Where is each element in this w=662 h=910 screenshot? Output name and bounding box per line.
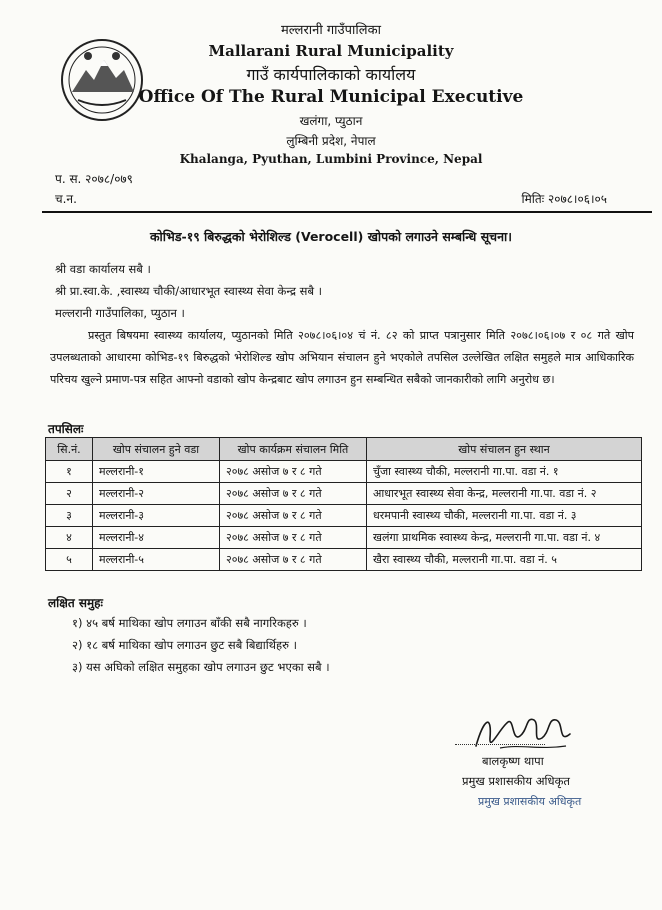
signatory-designation: प्रमुख प्रशासकीय अधिकृत [462,774,570,788]
addressee-line: श्री वडा कार्यालय सबै । [55,262,151,276]
subject-line: कोभिड-१९ बिरुद्धको भेरोशिल्ड (Verocell) खोपको लगाउने सम्बन्धि सूचना। [149,229,513,244]
column-header: खोप संचालन हुने वडा [93,438,220,461]
serial-cell: ४ [46,527,93,549]
notice-body: प्रस्तुत बिषयमा स्वास्थ्य कार्यालय, प्युठानको मिति २०७८।०६।०४ चं नं. ८२ को प्राप्त पत्रानुसार मिति २०७८।०६।०७ र ०८ गते खोप उपलब्धताको आधारमा कोभिड-१९ बिरुद्धको भेरोशिल्ड खोप अभियान संचालन हुने भएकोले तपसिल उल्लेखित लक्षित समुहले मात्र आधिकारिक परिचय खुल्ने प्रमाण-पत्र सहित आफ्नो वडाको खोप केन्द्रबाट खोप लगाउन हुन सम्बन्धित सबैको जानकारीको लागि अनुरोध छ। [50,329,634,386]
location-cell: धरमपानी स्वास्थ्य चौकी, मल्लरानी गा.पा. वडा नं. ३ [367,505,642,527]
location-cell: खैरा स्वास्थ्य चौकी, मल्लरानी गा.पा. वडा नं. ५ [367,549,642,571]
ward-cell: मल्लरानी-३ [93,505,220,527]
addressee-line: मल्लरानी गाउँपालिका, प्युठान । [55,306,185,320]
handwritten-signature [470,708,580,758]
addressee-line: श्री प्रा.स्वा.के. ,स्वास्थ्य चौकी/आधारभूत स्वास्थ्य सेवा केन्द्र सबै । [55,284,323,298]
table-row [46,549,642,571]
ward-cell: मल्लरानी-५ [93,549,220,571]
date-cell: २०७८ असोज ७ र ८ गते [220,549,367,571]
serial-cell: ३ [46,505,93,527]
header-location-nepali: खलंगा, प्युठान [299,114,363,128]
table-row [46,527,642,549]
letter-number: प. स. २०७८/०७९ [55,172,133,186]
target-group-item: १) ४५ बर्ष माथिका खोप लगाउन बाँकी सबै नागरिकहरु । [72,616,307,630]
header-address-english: Khalanga, Pyuthan, Lumbini Province, Nepal [179,152,483,166]
serial-cell: १ [46,461,93,483]
location-cell: चुँजा स्वास्थ्य चौकी, मल्लरानी गा.पा. वडा नं. १ [367,461,642,483]
table-header-row [46,438,642,461]
date-cell: २०७८ असोज ७ र ८ गते [220,483,367,505]
header-office-english: Office Of The Rural Municipal Executive [138,87,524,107]
location-cell: खलंगा प्राथमिक स्वास्थ्य केन्द्र, मल्लरानी गा.पा. वडा नं. ४ [367,527,642,549]
signature-line [455,744,545,745]
header-municipality-english: Mallarani Rural Municipality [208,42,454,60]
table-row [46,483,642,505]
column-header: खोप कार्यक्रम संचालन मिति [220,438,367,461]
header-municipality-nepali: मल्लरानी गाउँपालिका [281,23,381,38]
target-group-label: लक्षित समुहः [48,596,103,610]
location-cell: आधारभूत स्वास्थ्य सेवा केन्द्र, मल्लरानी गा.पा. वडा नं. २ [367,483,642,505]
table-row [46,461,642,483]
target-group-item: ३) यस अघिको लक्षित समुहका खोप लगाउन छुट भएका सबै । [72,660,330,674]
date-cell: २०७८ असोज ७ र ८ गते [220,505,367,527]
header-divider [42,211,652,213]
designation-stamp: प्रमुख प्रशासकीय अधिकृत [478,795,582,808]
letter-date: मितिः २०७८।०६।०५ [521,192,607,206]
target-group-item: २) १८ बर्ष माथिका खोप लगाउन छुट सबै बिद्यार्थिहरु । [72,638,298,652]
vaccination-schedule-table [45,437,642,571]
dispatch-number: च.न. [55,192,77,206]
table-row [46,505,642,527]
ward-cell: मल्लरानी-१ [93,461,220,483]
schedule-label: तपसिलः [48,422,84,436]
serial-cell: २ [46,483,93,505]
header-office-nepali: गाउँ कार्यपालिकाको कार्यालय [246,65,416,84]
serial-cell: ५ [46,549,93,571]
ward-cell: मल्लरानी-२ [93,483,220,505]
date-cell: २०७८ असोज ७ र ८ गते [220,527,367,549]
signatory-name: बालकृष्ण थापा [482,754,544,768]
ward-cell: मल्लरानी-४ [93,527,220,549]
column-header: खोप संचालन हुन स्थान [367,438,642,461]
header-province-nepali: लुम्बिनी प्रदेश, नेपाल [286,134,376,148]
column-header: सि.नं. [46,438,93,461]
date-cell: २०७८ असोज ७ र ८ गते [220,461,367,483]
